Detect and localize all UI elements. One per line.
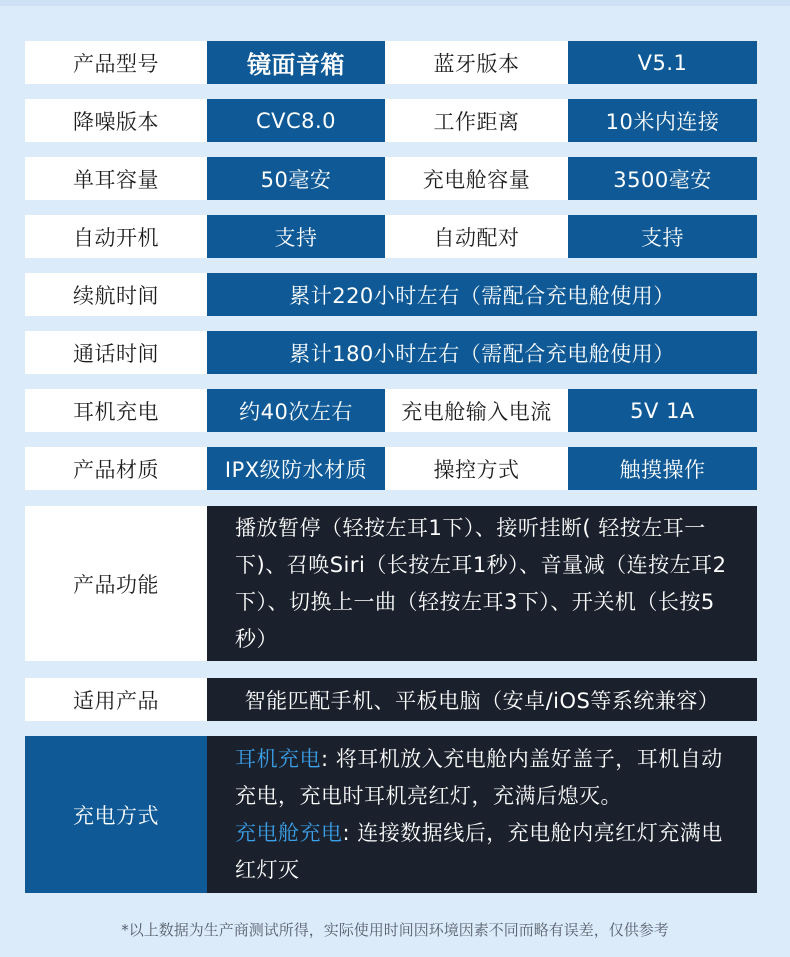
spec-label: 通话时间 (25, 331, 207, 374)
functions-description (207, 506, 757, 661)
spec-value: 约40次左右 (207, 389, 385, 432)
spec-label: 产品功能 (25, 506, 207, 661)
spec-label: 蓝牙版本 (385, 41, 568, 84)
spec-label: 充电舱输入电流 (385, 389, 568, 432)
spec-label: 充电舱容量 (385, 157, 568, 200)
spec-row-battery-life (25, 273, 757, 316)
spec-label: 产品材质 (25, 447, 207, 490)
spec-value: 智能匹配手机、平板电脑（安卓/iOS等系统兼容） (207, 678, 757, 721)
spec-value: 累计180小时左右（需配合充电舱使用） (207, 331, 757, 374)
earbud-charging-paragraph (235, 741, 743, 815)
spec-label: 自动开机 (25, 215, 207, 258)
top-decoration (0, 0, 790, 6)
case-charging-paragraph (235, 815, 743, 889)
spec-label: 产品型号 (25, 41, 207, 84)
spec-row-charging (25, 389, 757, 432)
spec-value: 10米内连接 (568, 99, 757, 142)
spec-value: 5V 1A (568, 389, 757, 432)
spec-value: 触摸操作 (568, 447, 757, 490)
spec-value: 50毫安 (207, 157, 385, 200)
spec-row-noise (25, 99, 757, 142)
spec-value: 镜面音箱 (207, 41, 385, 84)
spec-label: 降噪版本 (25, 99, 207, 142)
spec-row-capacity (25, 157, 757, 200)
spec-row-compatible (25, 678, 757, 721)
spec-row-charging-method (25, 736, 757, 893)
spec-label: 操控方式 (385, 447, 568, 490)
spec-value: 累计220小时左右（需配合充电舱使用） (207, 273, 757, 316)
spec-label: 耳机充电 (25, 389, 207, 432)
earbud-charging-text: : 将耳机放入充电舱内盖好盖子，耳机自动充电，充电时耳机亮红灯，充满后熄灭。 (235, 746, 723, 808)
spec-value: CVC8.0 (207, 99, 385, 142)
case-charging-text: : 连接数据线后，充电舱内亮红灯充满电红灯灭 (235, 820, 723, 882)
spec-label: 适用产品 (25, 678, 207, 721)
disclaimer-footnote: *以上数据为生产商测试所得，实际使用时间因环境因素不同而略有误差，仅供参考 (121, 921, 669, 939)
functions-text: 播放暂停（轻按左耳1下）、接听挂断( 轻按左耳一下)、召唤Siri（长按左耳1秒）、音量减（连按左耳2下）、切换上一曲（轻按左耳3下）、开关机（长按5秒） (235, 515, 727, 651)
spec-row-model (25, 41, 757, 84)
spec-label: 工作距离 (385, 99, 568, 142)
spec-value: IPX级防水材质 (207, 447, 385, 490)
spec-row-material (25, 447, 757, 490)
spec-value: 支持 (207, 215, 385, 258)
spec-value: 3500毫安 (568, 157, 757, 200)
spec-label: 续航时间 (25, 273, 207, 316)
spec-row-talk-time (25, 331, 757, 374)
spec-value: 支持 (568, 215, 757, 258)
spec-value: V5.1 (568, 41, 757, 84)
spec-row-auto (25, 215, 757, 258)
earbud-charging-title: 耳机充电 (235, 746, 321, 771)
spec-label: 单耳容量 (25, 157, 207, 200)
charging-description (207, 736, 757, 893)
spec-row-functions (25, 506, 757, 661)
case-charging-title: 充电舱充电 (235, 820, 343, 845)
spec-label: 自动配对 (385, 215, 568, 258)
spec-label: 充电方式 (25, 736, 207, 893)
